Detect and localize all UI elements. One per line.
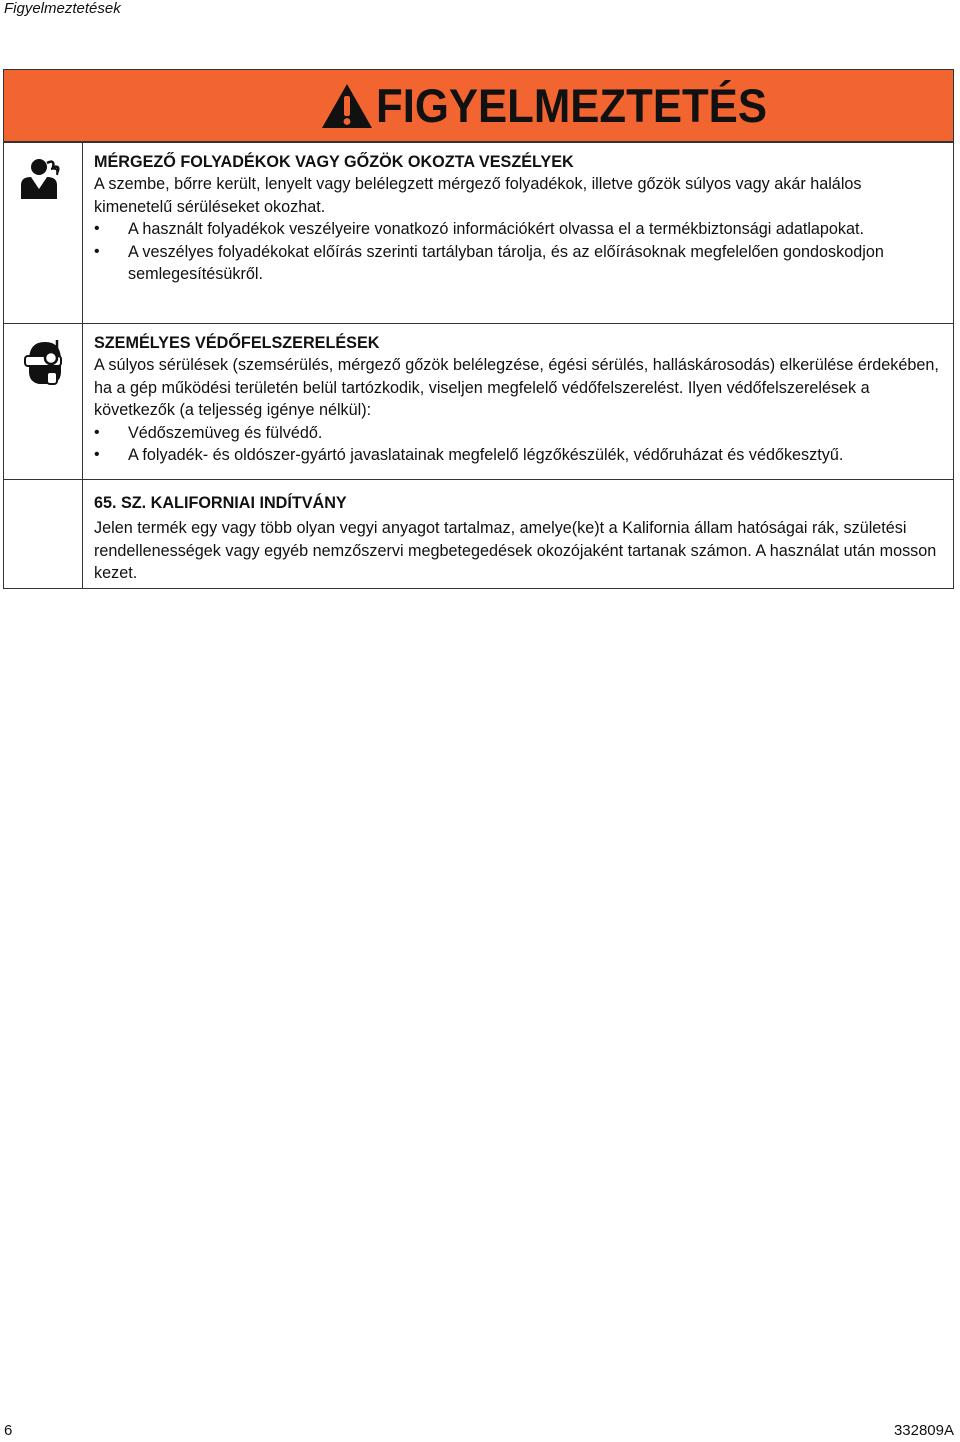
hazard-row-toxic — [4, 142, 953, 323]
banner-title: FIGYELMEZTETÉS — [376, 79, 768, 132]
warning-triangle-icon — [320, 82, 374, 130]
list-item: • A folyadék- és oldószer-gyártó javaslatainak megfelelő légzőkészülék, védőruházat és védőkesztyű. — [94, 444, 943, 466]
warning-table — [3, 69, 954, 589]
section-title: 65. SZ. KALIFORNIAI INDÍTVÁNY — [94, 494, 347, 512]
toxic-fumes-icon — [17, 155, 69, 205]
page-number: 6 — [4, 1422, 13, 1439]
section-body: A szembe, bőrre került, lenyelt vagy belélegzett mérgező folyadékok, illetve gőzök súlyos vagy akár halálos kimenetelű sérüléseket okozhat. — [94, 175, 862, 216]
bullet-list — [94, 422, 943, 467]
section-body: Jelen termék egy vagy több olyan vegyi anyagot tartalmaz, amelye(ke)t a Kalifornia állam hatóságai rák, születési rendellenességek vagy egyéb nemzőszervi megbetegedések okozójaként tartanak számon. A használat után mosson kezet. — [94, 519, 937, 583]
hazard-row-ppe — [4, 323, 953, 479]
section-title: SZEMÉLYES VÉDŐFELSZERELÉSEK — [94, 334, 380, 352]
list-item: • A használt folyadékok veszélyeire vonatkozó információkért olvassa el a termékbiztonsági adatlapokat. — [94, 218, 943, 240]
running-title: Figyelmeztetések — [4, 0, 121, 17]
bullet-list — [94, 218, 943, 285]
list-item: • Védőszemüveg és fülvédő. — [94, 422, 943, 444]
list-item: • A veszélyes folyadékokat előírás szerinti tartályban tárolja, és az előírásoknak megfelelően gondoskodjon semlegesítésükről. — [94, 241, 943, 286]
section-title: MÉRGEZŐ FOLYADÉKOK VAGY GŐZÖK OKOZTA VESZÉLYEK — [94, 153, 574, 171]
protective-equipment-icon — [21, 338, 65, 388]
warning-banner — [4, 70, 953, 142]
document-number: 332809A — [893, 1422, 954, 1439]
hazard-row-prop65 — [4, 479, 953, 588]
section-body: A súlyos sérülések (szemsérülés, mérgező gőzök belélegzése, égési sérülés, halláskárosodás) elkerülése érdekében, ha a gép működési területén belül tartózkodik, viseljen megfelelő védőfelszerelést. Ilyen védőfelszerelések a következők (a teljesség igénye nélkül): — [94, 356, 939, 420]
